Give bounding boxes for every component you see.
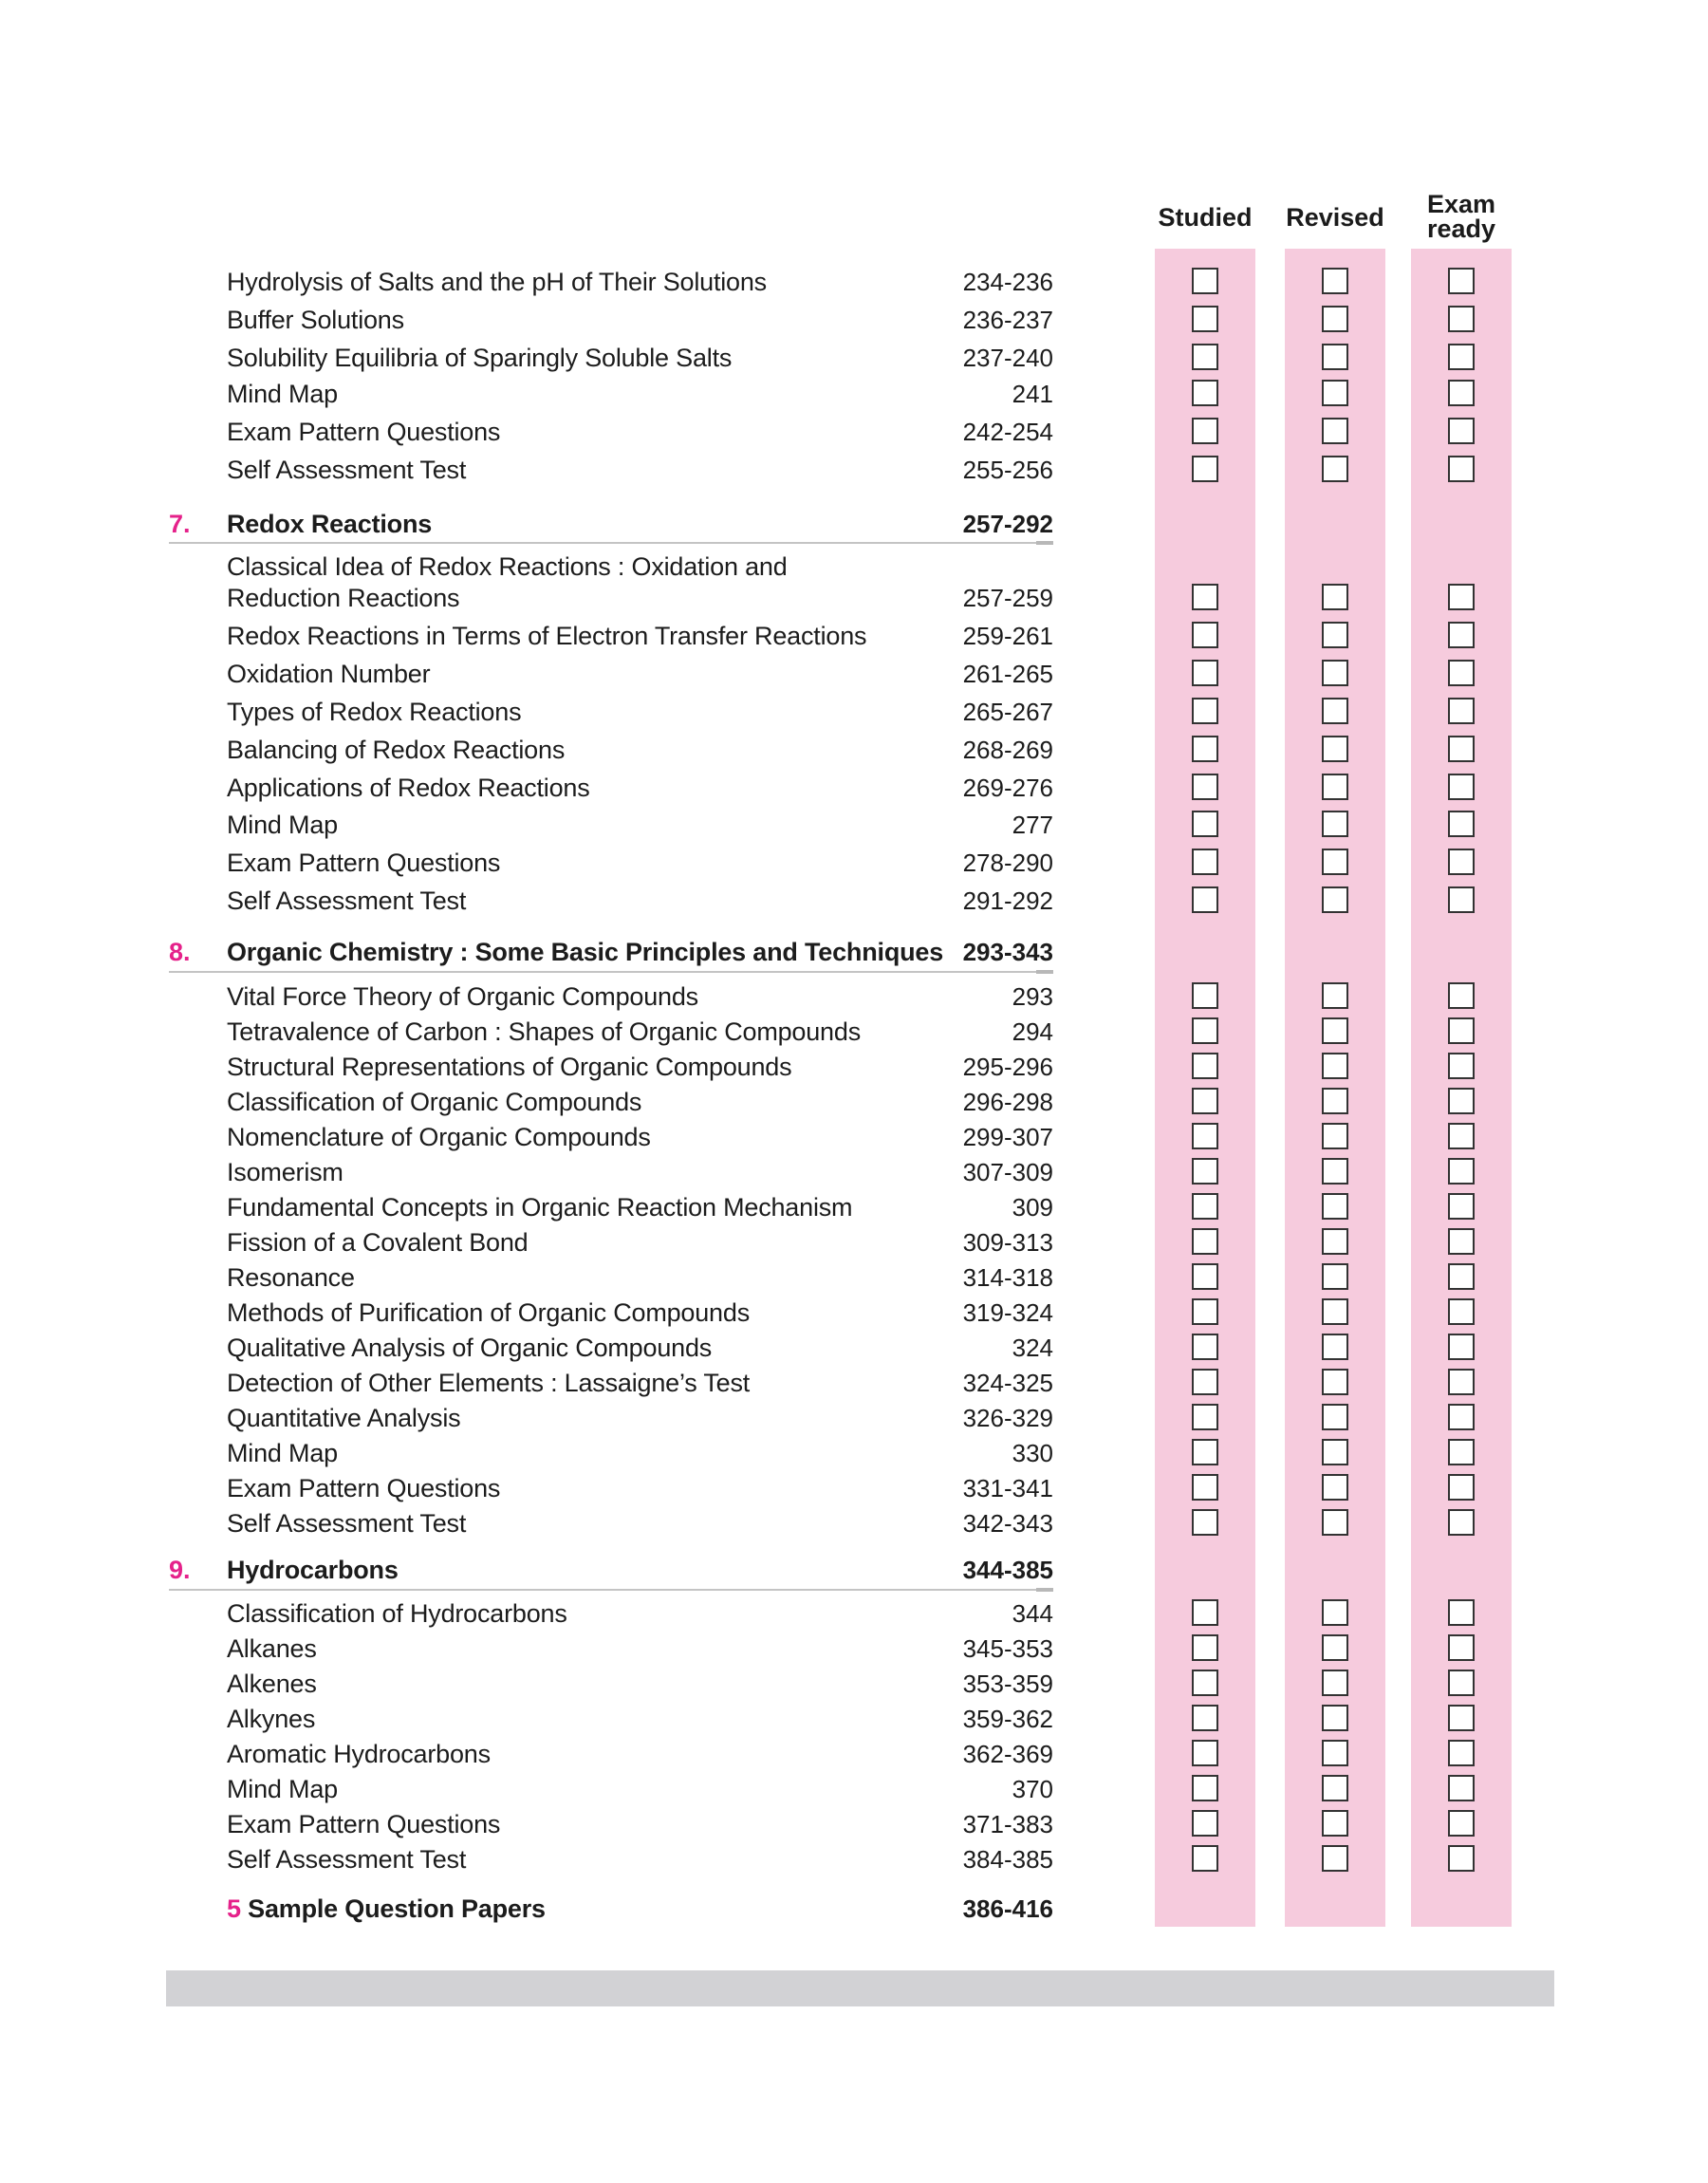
toc-row	[0, 620, 1708, 655]
sample-papers-label: Sample Question Papers	[248, 1894, 546, 1923]
topic-title: Alkanes	[227, 1634, 317, 1663]
toc-row	[0, 1297, 1708, 1332]
toc-row	[0, 847, 1708, 882]
topic-pages: 353-359	[962, 1670, 1053, 1698]
exam-ready-checkbox[interactable]	[1448, 306, 1475, 332]
exam-ready-checkbox[interactable]	[1448, 584, 1475, 610]
exam-ready-checkbox[interactable]	[1448, 660, 1475, 686]
chapter-number: 7.	[169, 510, 191, 538]
studied-checkbox[interactable]	[1192, 1369, 1218, 1395]
topic-pages: 345-353	[962, 1634, 1053, 1663]
topic-pages: 268-269	[962, 736, 1053, 764]
toc-row	[0, 342, 1708, 377]
studied-checkbox[interactable]	[1192, 622, 1218, 648]
topic-pages: 291-292	[962, 886, 1053, 915]
topic-title: Classical Idea of Redox Reactions : Oxidation and	[227, 552, 788, 581]
studied-checkbox[interactable]	[1192, 736, 1218, 762]
revised-checkbox[interactable]	[1322, 1670, 1348, 1696]
exam-ready-checkbox[interactable]	[1448, 1334, 1475, 1360]
studied-checkbox[interactable]	[1192, 1263, 1218, 1290]
topic-title: Exam Pattern Questions	[227, 418, 501, 446]
topic-title: Resonance	[227, 1263, 355, 1292]
chapter-title: Redox Reactions	[227, 510, 433, 538]
sample-papers-entry	[0, 1893, 1708, 1928]
toc-row	[0, 454, 1708, 489]
topic-pages: 278-290	[962, 849, 1053, 877]
toc-row	[0, 885, 1708, 920]
toc-row	[0, 1668, 1708, 1703]
topic-pages: 314-318	[962, 1263, 1053, 1292]
topic-pages: 237-240	[962, 344, 1053, 372]
chapter-divider	[169, 971, 1053, 973]
topic-title: Exam Pattern Questions	[227, 849, 501, 877]
studied-checkbox[interactable]	[1192, 811, 1218, 837]
toc-row	[0, 1808, 1708, 1843]
revised-checkbox[interactable]	[1322, 1123, 1348, 1149]
chapter-pages: 344-385	[962, 1556, 1053, 1584]
topic-title: Fission of a Covalent Bond	[227, 1228, 529, 1257]
exam-ready-checkbox[interactable]	[1448, 1670, 1475, 1696]
toc-row	[0, 772, 1708, 807]
topic-title: Nomenclature of Organic Compounds	[227, 1123, 651, 1151]
studied-checkbox[interactable]	[1192, 1634, 1218, 1661]
revised-checkbox[interactable]	[1322, 380, 1348, 406]
topic-title: Oxidation Number	[227, 660, 431, 688]
topic-pages: 330	[1012, 1439, 1053, 1467]
revised-checkbox[interactable]	[1322, 1228, 1348, 1255]
topic-title: Solubility Equilibria of Sparingly Soluble Salts	[227, 344, 733, 372]
revised-checkbox[interactable]	[1322, 1509, 1348, 1536]
exam-ready-checkbox[interactable]	[1448, 1053, 1475, 1079]
topic-title: Alkenes	[227, 1670, 317, 1698]
toc-row	[0, 1332, 1708, 1367]
revised-checkbox[interactable]	[1322, 982, 1348, 1009]
toc-row	[0, 416, 1708, 451]
studied-checkbox[interactable]	[1192, 1474, 1218, 1501]
topic-title: Exam Pattern Questions	[227, 1810, 501, 1838]
studied-checkbox[interactable]	[1192, 660, 1218, 686]
topic-pages: 257-259	[962, 584, 1053, 612]
studied-checkbox[interactable]	[1192, 849, 1218, 875]
topic-title: Classification of Organic Compounds	[227, 1088, 642, 1116]
exam-ready-checkbox[interactable]	[1448, 1228, 1475, 1255]
revised-checkbox[interactable]	[1322, 1634, 1348, 1661]
studied-checkbox[interactable]	[1192, 1193, 1218, 1220]
toc-row	[0, 1156, 1708, 1191]
revised-checkbox[interactable]	[1322, 1474, 1348, 1501]
studied-checkbox[interactable]	[1192, 886, 1218, 913]
studied-checkbox[interactable]	[1192, 1439, 1218, 1465]
studied-checkbox[interactable]	[1192, 1810, 1218, 1837]
topic-title: Isomerism	[227, 1158, 343, 1186]
toc-row	[0, 1367, 1708, 1402]
revised-checkbox[interactable]	[1322, 886, 1348, 913]
revised-checkbox[interactable]	[1322, 1334, 1348, 1360]
studied-checkbox[interactable]	[1192, 1158, 1218, 1185]
topic-title: Qualitative Analysis of Organic Compounds	[227, 1334, 713, 1362]
topic-pages: 265-267	[962, 698, 1053, 726]
revised-checkbox[interactable]	[1322, 1599, 1348, 1626]
exam-ready-checkbox[interactable]	[1448, 1298, 1475, 1325]
exam-ready-checkbox[interactable]	[1448, 736, 1475, 762]
exam-ready-checkbox[interactable]	[1448, 1404, 1475, 1430]
revised-checkbox[interactable]	[1322, 1263, 1348, 1290]
topic-title: Mind Map	[227, 811, 338, 839]
exam-ready-checkbox[interactable]	[1448, 982, 1475, 1009]
revised-checkbox[interactable]	[1322, 584, 1348, 610]
exam-ready-checkbox[interactable]	[1448, 1123, 1475, 1149]
studied-checkbox[interactable]	[1192, 306, 1218, 332]
chapter-title: Organic Chemistry : Some Basic Principles and Techniques	[227, 938, 944, 966]
topic-pages: 384-385	[962, 1845, 1053, 1874]
exam-ready-checkbox[interactable]	[1448, 1193, 1475, 1220]
studied-checkbox[interactable]	[1192, 344, 1218, 370]
exam-ready-checkbox[interactable]	[1448, 1158, 1475, 1185]
exam-ready-checkbox[interactable]	[1448, 1634, 1475, 1661]
revised-checkbox[interactable]	[1322, 1088, 1348, 1114]
chapter-pages: 257-292	[962, 510, 1053, 538]
chapter-divider-tab	[1036, 1588, 1053, 1592]
exam-ready-checkbox[interactable]	[1448, 849, 1475, 875]
topic-title: Self Assessment Test	[227, 886, 467, 915]
toc-row	[0, 734, 1708, 769]
exam-ready-checkbox[interactable]	[1448, 1705, 1475, 1731]
revised-checkbox[interactable]	[1322, 344, 1348, 370]
toc-row	[0, 1738, 1708, 1773]
topic-title: Alkynes	[227, 1705, 316, 1733]
topic-pages: 309	[1012, 1193, 1053, 1222]
exam-ready-checkbox[interactable]	[1448, 1088, 1475, 1114]
exam-ready-checkbox[interactable]	[1448, 380, 1475, 406]
toc-row	[0, 658, 1708, 693]
toc-row	[0, 980, 1708, 1016]
toc-row	[0, 1402, 1708, 1437]
chapter-heading	[0, 508, 1708, 543]
exam-ready-header	[1395, 192, 1528, 241]
revised-checkbox[interactable]	[1322, 418, 1348, 444]
exam-ready-checkbox[interactable]	[1448, 622, 1475, 648]
toc-row	[0, 1703, 1708, 1738]
sample-papers-title	[227, 1893, 546, 1925]
topic-title-continued: Reduction Reactions	[227, 584, 460, 612]
topic-title: Methods of Purification of Organic Compounds	[227, 1298, 750, 1327]
studied-checkbox[interactable]	[1192, 418, 1218, 444]
revised-checkbox[interactable]	[1322, 660, 1348, 686]
topic-pages: 255-256	[962, 456, 1053, 484]
exam-ready-checkbox[interactable]	[1448, 268, 1475, 294]
revised-checkbox[interactable]	[1322, 774, 1348, 800]
toc-row	[0, 809, 1708, 844]
studied-header: Studied	[1158, 203, 1253, 232]
studied-checkbox[interactable]	[1192, 1017, 1218, 1044]
topic-title: Hydrolysis of Salts and the pH of Their Solutions	[227, 268, 767, 296]
exam-ready-checkbox[interactable]	[1448, 1599, 1475, 1626]
chapter-number: 9.	[169, 1556, 191, 1584]
exam-ready-checkbox[interactable]	[1448, 1810, 1475, 1837]
toc-row	[0, 1086, 1708, 1121]
studied-checkbox[interactable]	[1192, 698, 1218, 724]
topic-title: Mind Map	[227, 380, 338, 408]
studied-checkbox[interactable]	[1192, 1334, 1218, 1360]
exam-ready-checkbox[interactable]	[1448, 1474, 1475, 1501]
revised-checkbox[interactable]	[1322, 1053, 1348, 1079]
topic-pages: 359-362	[962, 1705, 1053, 1733]
studied-checkbox[interactable]	[1192, 1670, 1218, 1696]
chapter-pages: 293-343	[962, 938, 1053, 966]
topic-pages: 299-307	[962, 1123, 1053, 1151]
studied-checkbox[interactable]	[1192, 584, 1218, 610]
toc-row	[0, 1261, 1708, 1297]
revised-checkbox[interactable]	[1322, 1439, 1348, 1465]
toc-row	[0, 1773, 1708, 1808]
topic-title: Fundamental Concepts in Organic Reaction Mechanism	[227, 1193, 853, 1222]
topic-pages: 234-236	[962, 268, 1053, 296]
topic-pages: 344	[1012, 1599, 1053, 1628]
toc-row	[0, 1226, 1708, 1261]
topic-title: Applications of Redox Reactions	[227, 774, 590, 802]
topic-pages: 236-237	[962, 306, 1053, 334]
revised-checkbox[interactable]	[1322, 306, 1348, 332]
toc-row	[0, 1051, 1708, 1086]
revised-checkbox[interactable]	[1322, 1369, 1348, 1395]
exam-ready-checkbox[interactable]	[1448, 456, 1475, 482]
toc-row	[0, 696, 1708, 731]
toc-row	[0, 1016, 1708, 1051]
exam-ready-checkbox[interactable]	[1448, 1263, 1475, 1290]
revised-checkbox[interactable]	[1322, 456, 1348, 482]
studied-checkbox[interactable]	[1192, 1775, 1218, 1801]
revised-checkbox[interactable]	[1322, 1775, 1348, 1801]
exam-ready-checkbox[interactable]	[1448, 774, 1475, 800]
topic-title: Self Assessment Test	[227, 1845, 467, 1874]
studied-checkbox[interactable]	[1192, 1123, 1218, 1149]
studied-checkbox[interactable]	[1192, 1599, 1218, 1626]
exam-ready-checkbox[interactable]	[1448, 1439, 1475, 1465]
revised-checkbox[interactable]	[1322, 1810, 1348, 1837]
topic-pages: 294	[1012, 1017, 1053, 1046]
revised-checkbox[interactable]	[1322, 268, 1348, 294]
chapter-heading	[0, 1554, 1708, 1589]
studied-checkbox[interactable]	[1192, 1298, 1218, 1325]
toc-row	[0, 1633, 1708, 1668]
topic-pages: 331-341	[962, 1474, 1053, 1502]
chapter-heading	[0, 936, 1708, 971]
revised-checkbox[interactable]	[1322, 1017, 1348, 1044]
exam-ready-header-line1: Exam	[1426, 190, 1496, 218]
exam-ready-checkbox[interactable]	[1448, 698, 1475, 724]
topic-pages: 242-254	[962, 418, 1053, 446]
topic-pages: 295-296	[962, 1053, 1053, 1081]
topic-pages: 259-261	[962, 622, 1053, 650]
exam-ready-checkbox[interactable]	[1448, 1775, 1475, 1801]
topic-pages: 261-265	[962, 660, 1053, 688]
topic-pages: 293	[1012, 982, 1053, 1011]
revised-checkbox[interactable]	[1322, 1193, 1348, 1220]
topic-pages: 277	[1012, 811, 1053, 839]
sample-papers-pages: 386-416	[962, 1894, 1053, 1923]
revised-checkbox[interactable]	[1322, 736, 1348, 762]
revised-checkbox[interactable]	[1322, 698, 1348, 724]
topic-title: Self Assessment Test	[227, 1509, 467, 1538]
topic-pages: 362-369	[962, 1740, 1053, 1768]
revised-checkbox[interactable]	[1322, 1705, 1348, 1731]
exam-ready-checkbox[interactable]	[1448, 1740, 1475, 1766]
studied-checkbox[interactable]	[1192, 380, 1218, 406]
sample-papers-count: 5	[227, 1894, 241, 1923]
studied-checkbox[interactable]	[1192, 1088, 1218, 1114]
topic-title: Types of Redox Reactions	[227, 698, 522, 726]
topic-pages: 307-309	[962, 1158, 1053, 1186]
revised-checkbox[interactable]	[1322, 1845, 1348, 1872]
topic-title: Classification of Hydrocarbons	[227, 1599, 567, 1628]
topic-title: Mind Map	[227, 1775, 338, 1803]
chapter-divider	[169, 1589, 1053, 1591]
chapter-divider-tab	[1036, 541, 1053, 545]
topic-title: Detection of Other Elements : Lassaigne’s Test	[227, 1369, 751, 1397]
exam-ready-checkbox[interactable]	[1448, 418, 1475, 444]
topic-pages: 342-343	[962, 1509, 1053, 1538]
studied-checkbox[interactable]	[1192, 1053, 1218, 1079]
revised-header: Revised	[1286, 203, 1384, 232]
topic-title: Vital Force Theory of Organic Compounds	[227, 982, 698, 1011]
toc-row	[0, 1191, 1708, 1226]
chapter-title: Hydrocarbons	[227, 1556, 399, 1584]
topic-title: Buffer Solutions	[227, 306, 404, 334]
toc-row	[0, 1597, 1708, 1633]
studied-checkbox[interactable]	[1192, 456, 1218, 482]
revised-checkbox[interactable]	[1322, 1404, 1348, 1430]
toc-row	[0, 1843, 1708, 1878]
exam-ready-checkbox[interactable]	[1448, 1845, 1475, 1872]
toc-row	[0, 1472, 1708, 1507]
topic-pages: 324-325	[962, 1369, 1053, 1397]
exam-ready-checkbox[interactable]	[1448, 344, 1475, 370]
toc-row	[0, 304, 1708, 339]
studied-checkbox[interactable]	[1192, 1845, 1218, 1872]
revised-checkbox[interactable]	[1322, 1298, 1348, 1325]
exam-ready-checkbox[interactable]	[1448, 1509, 1475, 1536]
exam-ready-checkbox[interactable]	[1448, 1369, 1475, 1395]
exam-ready-header-line2: ready	[1426, 215, 1496, 243]
topic-pages: 370	[1012, 1775, 1053, 1803]
exam-ready-checkbox[interactable]	[1448, 1017, 1475, 1044]
topic-title: Exam Pattern Questions	[227, 1474, 501, 1502]
toc-row	[0, 266, 1708, 301]
topic-pages: 371-383	[962, 1810, 1053, 1838]
chapter-number: 8.	[169, 938, 191, 966]
studied-checkbox[interactable]	[1192, 774, 1218, 800]
topic-title: Aromatic Hydrocarbons	[227, 1740, 491, 1768]
toc-row	[0, 1121, 1708, 1156]
topic-pages: 241	[1012, 380, 1053, 408]
toc-row	[0, 550, 1708, 619]
revised-checkbox[interactable]	[1322, 1740, 1348, 1766]
chapter-divider	[169, 542, 1053, 544]
topic-title: Quantitative Analysis	[227, 1404, 461, 1432]
chapter-divider-tab	[1036, 970, 1053, 974]
topic-pages: 296-298	[962, 1088, 1053, 1116]
topic-title: Self Assessment Test	[227, 456, 467, 484]
topic-title: Mind Map	[227, 1439, 338, 1467]
topic-pages: 319-324	[962, 1298, 1053, 1327]
toc-row	[0, 1437, 1708, 1472]
topic-pages: 324	[1012, 1334, 1053, 1362]
topic-title: Balancing of Redox Reactions	[227, 736, 566, 764]
toc-row	[0, 378, 1708, 413]
topic-title: Structural Representations of Organic Compounds	[227, 1053, 792, 1081]
studied-checkbox[interactable]	[1192, 268, 1218, 294]
studied-checkbox[interactable]	[1192, 1705, 1218, 1731]
exam-ready-checkbox[interactable]	[1448, 886, 1475, 913]
revised-checkbox[interactable]	[1322, 1158, 1348, 1185]
topic-title: Redox Reactions in Terms of Electron Transfer Reactions	[227, 622, 867, 650]
studied-checkbox[interactable]	[1192, 1404, 1218, 1430]
revised-checkbox[interactable]	[1322, 849, 1348, 875]
studied-checkbox[interactable]	[1192, 982, 1218, 1009]
revised-checkbox[interactable]	[1322, 811, 1348, 837]
studied-checkbox[interactable]	[1192, 1509, 1218, 1536]
topic-pages: 326-329	[962, 1404, 1053, 1432]
studied-checkbox[interactable]	[1192, 1740, 1218, 1766]
topic-title: Tetravalence of Carbon : Shapes of Organic Compounds	[227, 1017, 861, 1046]
revised-checkbox[interactable]	[1322, 622, 1348, 648]
footer-bar	[166, 1970, 1554, 2006]
exam-ready-checkbox[interactable]	[1448, 811, 1475, 837]
toc-row	[0, 1507, 1708, 1542]
studied-checkbox[interactable]	[1192, 1228, 1218, 1255]
topic-pages: 309-313	[962, 1228, 1053, 1257]
topic-pages: 269-276	[962, 774, 1053, 802]
